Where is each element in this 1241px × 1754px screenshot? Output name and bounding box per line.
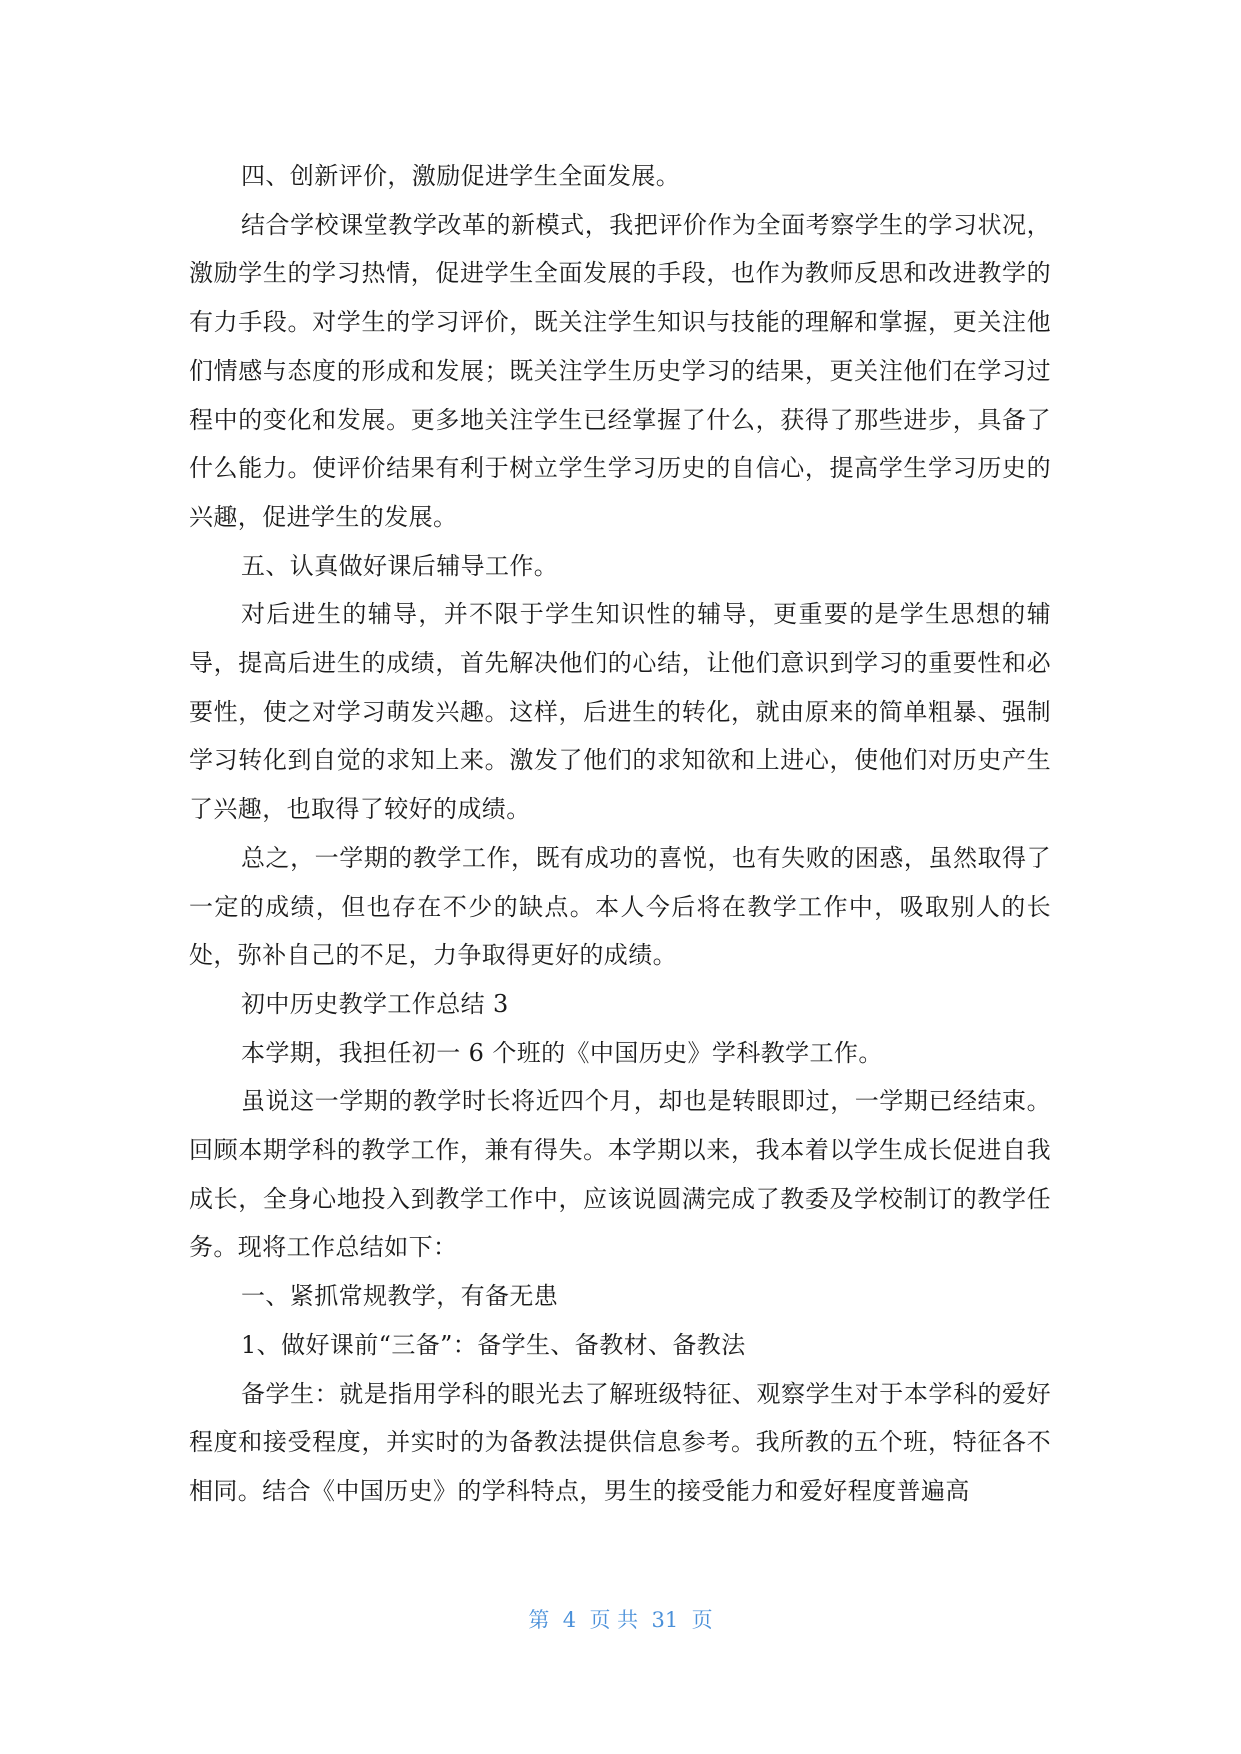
paragraph-review: 虽说这一学期的教学时长将近四个月，却也是转眼即过，一学期已经结束。回顾本期学科的教学工作，兼有得失。本学期以来，我本着以学生成长促进自我成长，全身心地投入到教学工作中，应该说圆满完成了教委及学校制订的教学任务。现将工作总结如下：: [189, 1087, 1051, 1262]
heading-section-5: 五、认真做好课后辅导工作。: [241, 551, 559, 580]
heading-summary-3: 初中历史教学工作总结 3: [241, 989, 509, 1018]
paragraph-assignment: 本学期，我担任初一 6 个班的《中国历史》学科教学工作。: [241, 1038, 883, 1067]
heading-section-4: 四、创新评价，激励促进学生全面发展。: [241, 162, 681, 190]
paragraph-evaluation: 结合学校课堂教学改革的新模式，我把评价作为全面考察学生的学习状况，激励学生的学习热情，促进学生全面发展的手段，也作为教师反思和改进教学的有力手段。对学生的学习评价，既关注学生知识与技能的理解和掌握，更关注他们情感与态度的形成和发展；既关注学生历史学习的结果，更关注他们在学习过程中的变化和发展。更多地关注学生已经掌握了什么，获得了那些进步，具备了什么能力。使评价结果有利于树立学生学习历史的自信心，提高学生学习历史的兴趣，促进学生的发展。: [189, 210, 1051, 531]
paragraph-conclusion: 总之，一学期的教学工作，既有成功的喜悦，也有失败的困惑，虽然取得了一定的成绩，但也存在不少的缺点。本人今后将在教学工作中，吸取别人的长处，弥补自己的不足，力争取得更好的成绩。: [189, 843, 1051, 970]
page-number-footer: 第 4 页 共 31 页: [528, 1608, 713, 1632]
document-body: [189, 152, 1051, 1516]
heading-section-1: 一、紧抓常规教学，有备无患: [241, 1282, 559, 1311]
heading-three-preparations: 1、做好课前“三备”：备学生、备教材、备教法: [241, 1330, 746, 1359]
paragraph-prepare-students: 备学生：就是指用学科的眼光去了解班级特征、观察学生对于本学科的爱好程度和接受程度，并实时的为备教法提供信息参考。我所教的五个班，特征各不相同。结合《中国历史》的学科特点，男生的接受能力和爱好程度普遍高: [189, 1379, 1051, 1505]
paragraph-tutoring: 对后进生的辅导，并不限于学生知识性的辅导，更重要的是学生思想的辅导，提高后进生的成绩，首先解决他们的心结，让他们意识到学习的重要性和必要性，使之对学习萌发兴趣。这样，后进生的转化，就由原来的简单粗暴、强制学习转化到自觉的求知上来。激发了他们的求知欲和上进心，使他们对历史产生了兴趣，也取得了较好的成绩。: [189, 600, 1051, 824]
